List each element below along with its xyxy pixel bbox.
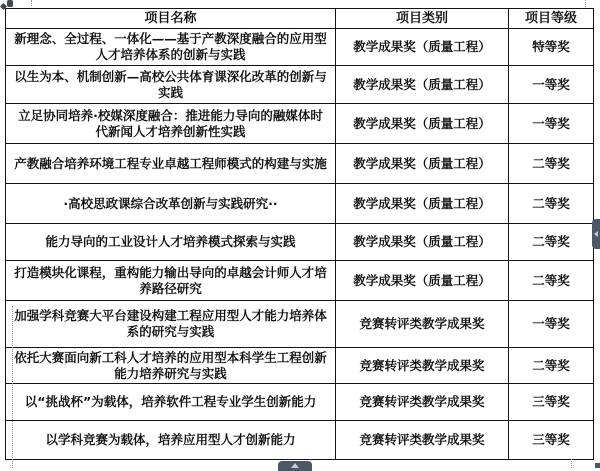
project-name-cell: 打造模块化课程，重构能力输出导向的卓越会计师人才培养路径研究 <box>6 261 336 301</box>
project-name-cell: ·高校思政课综合改革创新与实践研究·· <box>6 184 336 224</box>
project-name-cell: 能力导向的工业设计人才培养模式探索与实践 <box>6 224 336 261</box>
text-boundary-guide <box>571 459 572 468</box>
table-row <box>6 384 594 421</box>
table-row <box>6 421 594 460</box>
table-row <box>6 184 594 224</box>
project-grade-cell: 一等奖 <box>509 301 594 348</box>
project-category-cell: 竞赛转评类教学成果奖 <box>336 421 509 460</box>
awards-table <box>5 8 594 460</box>
project-category-cell: 竞赛转评类教学成果奖 <box>336 348 509 384</box>
project-name-cell: 产教融合培养环境工程专业卓越工程师模式的构建与实施 <box>6 144 336 184</box>
cursor-icon <box>7 0 13 7</box>
project-category-cell: 教学成果奖（质量工程） <box>336 224 509 261</box>
side-panel-handle[interactable] <box>592 219 600 249</box>
project-category-cell: 竞赛转评类教学成果奖 <box>336 384 509 421</box>
project-category-cell: 教学成果奖（质量工程） <box>336 144 509 184</box>
scroll-up-button[interactable] <box>278 461 312 471</box>
project-category-cell: 教学成果奖（质量工程） <box>336 261 509 301</box>
table-row <box>6 348 594 384</box>
column-header-project-grade: 项目等级 <box>509 9 594 29</box>
project-category-cell: 教学成果奖（质量工程） <box>336 29 509 66</box>
corner-resize-mark <box>595 463 600 468</box>
project-grade-cell: 二等奖 <box>509 144 594 184</box>
project-category-cell: 竞赛转评类教学成果奖 <box>336 301 509 348</box>
column-header-project-category: 项目类别 <box>336 9 509 29</box>
text-boundary-guide <box>12 306 13 468</box>
project-name-cell: 新理念、全过程、一体化——基于产教深度融合的应用型人才培养体系的创新与实践 <box>6 29 336 66</box>
table-row <box>6 66 594 104</box>
project-name-cell: 依托大赛面向新工科人才培养的应用型本科学生工程创新能力培养研究与实践 <box>6 348 336 384</box>
project-name-cell: 立足协同培养·校媒深度融合：推进能力导向的融媒体时代新闻人才培养创新性实践 <box>6 104 336 144</box>
project-grade-cell: 二等奖 <box>509 224 594 261</box>
table-row <box>6 29 594 66</box>
project-grade-cell: 一等奖 <box>509 66 594 104</box>
header-row <box>6 9 594 29</box>
project-grade-cell: 三等奖 <box>509 384 594 421</box>
table-row <box>6 261 594 301</box>
table-row <box>6 224 594 261</box>
project-category-cell: 教学成果奖（质量工程） <box>336 66 509 104</box>
project-name-cell: 以学科竞赛为载体，培养应用型人才创新能力 <box>6 421 336 460</box>
project-grade-cell: 一等奖 <box>509 104 594 144</box>
project-grade-cell: 二等奖 <box>509 348 594 384</box>
text-boundary-guide <box>585 0 586 7</box>
project-name-cell: 加强学科竞赛大平台建设构建工程应用型人才能力培养体系的研究与实践 <box>6 301 336 348</box>
project-category-cell: 教学成果奖（质量工程） <box>336 184 509 224</box>
project-name-cell: 以生为本、机制创新—高校公共体育课深化改革的创新与实践 <box>6 66 336 104</box>
chevron-up-icon <box>291 463 299 468</box>
table-row <box>6 104 594 144</box>
table-row <box>6 301 594 348</box>
table-row <box>6 144 594 184</box>
column-header-project-name: 项目名称 <box>6 9 336 29</box>
project-grade-cell: 二等奖 <box>509 261 594 301</box>
project-name-cell: 以“挑战杯”为载体，培养软件工程专业学生创新能力 <box>6 384 336 421</box>
project-category-cell: 教学成果奖（质量工程） <box>336 104 509 144</box>
text-boundary-guide <box>31 0 32 6</box>
chevron-left-icon <box>594 231 598 237</box>
project-grade-cell: 三等奖 <box>509 421 594 460</box>
project-grade-cell: 二等奖 <box>509 184 594 224</box>
project-grade-cell: 特等奖 <box>509 29 594 66</box>
